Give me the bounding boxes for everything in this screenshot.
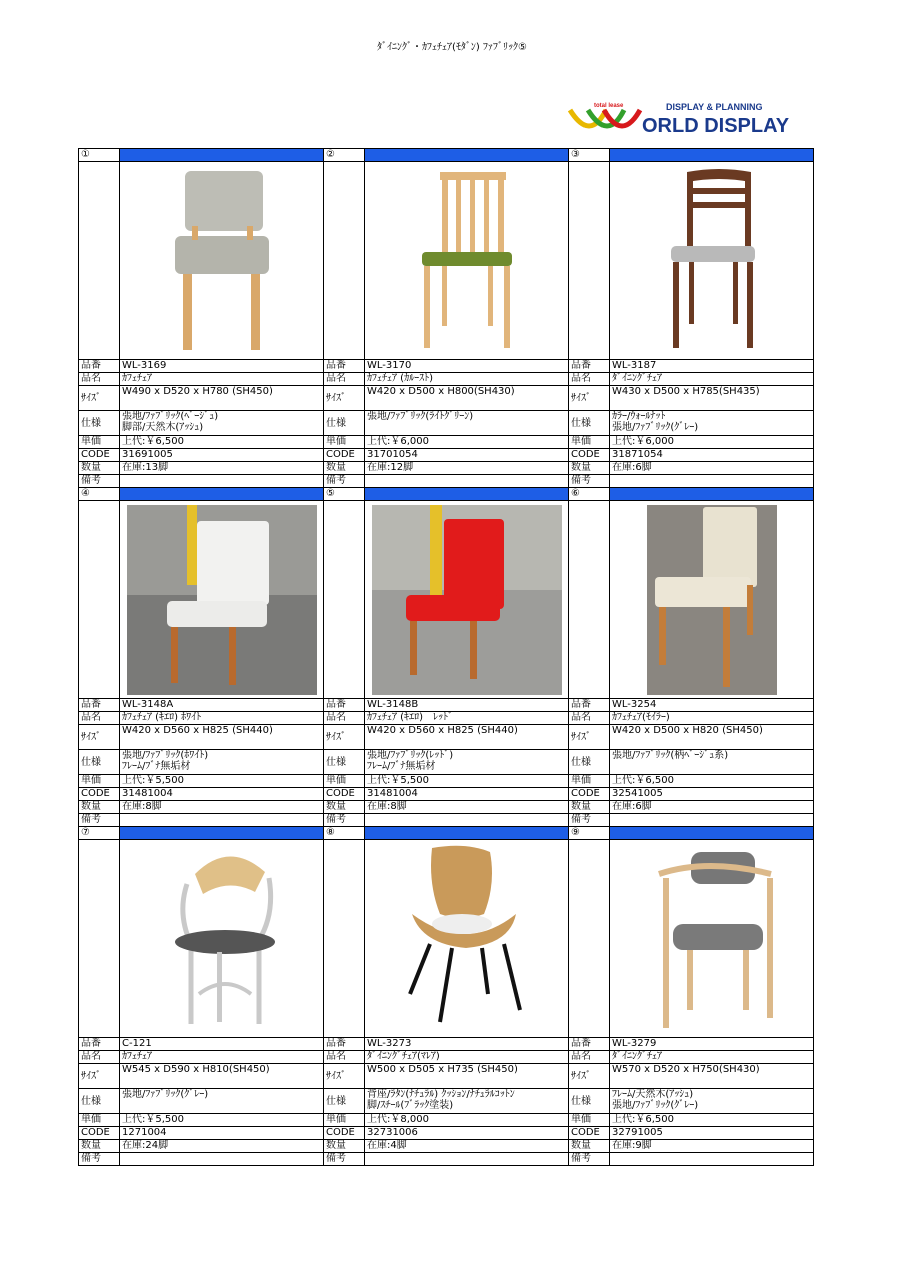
label-note: 備考 — [324, 814, 365, 827]
label-part: 品番 — [569, 360, 610, 373]
image-spacer — [569, 162, 610, 360]
price-value: 上代:￥5,500 — [120, 775, 324, 788]
label-price: 単価 — [79, 1114, 120, 1127]
code-value: 31871054 — [610, 449, 814, 462]
spec-line-1: 張地/ﾌｧﾌﾞﾘｯｸ(柄ﾍﾞｰｼﾞｭ系) — [612, 750, 729, 761]
qty-value: 在庫:24脚 — [120, 1140, 324, 1153]
logo-small-text: total lease — [594, 103, 624, 109]
spec-line-1: 背座/ﾗﾀﾝ(ﾅﾁｭﾗﾙ) ｸｯｼｮﾝ/ﾅﾁｭﾗﾙｺｯﾄﾝ — [367, 1089, 515, 1100]
qty-value: 在庫:9脚 — [610, 1140, 814, 1153]
spec-value — [610, 750, 814, 775]
label-name: 品名 — [79, 712, 120, 725]
product-name: ﾀﾞｲﾆﾝｸﾞﾁｪｱ(ﾏﾚｱ) — [365, 1051, 569, 1064]
header-bar — [610, 488, 814, 501]
label-part: 品番 — [324, 360, 365, 373]
part-number: WL-3170 — [365, 360, 569, 373]
label-name: 品名 — [324, 1051, 365, 1064]
note-value — [120, 1153, 324, 1166]
label-price: 単価 — [324, 1114, 365, 1127]
product-name: ﾀﾞｲﾆﾝｸﾞﾁｪｱ — [610, 1051, 814, 1064]
label-spec: 仕様 — [324, 1089, 365, 1114]
item-number: ① — [79, 149, 120, 162]
label-note: 備考 — [79, 814, 120, 827]
part-number: WL-3279 — [610, 1038, 814, 1051]
spec-value — [120, 1089, 324, 1114]
label-code: CODE — [324, 449, 365, 462]
label-code: CODE — [569, 788, 610, 801]
label-spec: 仕様 — [569, 750, 610, 775]
chair-photo — [610, 840, 814, 1038]
label-size: ｻｲｽﾞ — [324, 386, 365, 411]
header-bar — [120, 488, 324, 501]
label-size: ｻｲｽﾞ — [324, 1064, 365, 1089]
label-note: 備考 — [79, 1153, 120, 1166]
image-spacer — [324, 840, 365, 1038]
chair-photo — [365, 162, 569, 360]
chair-photo — [120, 162, 324, 360]
label-price: 単価 — [324, 436, 365, 449]
part-number: WL-3254 — [610, 699, 814, 712]
spec-line-2: ﾌﾚｰﾑ/ﾌﾞﾅ無垢材 — [367, 761, 436, 772]
product-name: ｶﾌｪﾁｪｱ — [120, 373, 324, 386]
qty-value: 在庫:13脚 — [120, 462, 324, 475]
label-spec: 仕様 — [79, 1089, 120, 1114]
label-code: CODE — [324, 1127, 365, 1140]
chair-photo — [365, 501, 569, 699]
size-value: W420 x D560 x H825 (SH440) — [120, 725, 324, 750]
header-bar — [610, 149, 814, 162]
header-bar — [365, 827, 569, 840]
size-value: W420 x D560 x H825 (SH440) — [365, 725, 569, 750]
product-name: ｶﾌｪﾁｪｱ (ｷｴﾛ) ﾚｯﾄﾞ — [365, 712, 569, 725]
label-note: 備考 — [324, 475, 365, 488]
price-value: 上代:￥6,500 — [610, 775, 814, 788]
part-number: C-121 — [120, 1038, 324, 1051]
code-value: 31701054 — [365, 449, 569, 462]
size-value: W490 x D520 x H780 (SH450) — [120, 386, 324, 411]
price-value: 上代:￥5,500 — [120, 1114, 324, 1127]
part-number: WL-3273 — [365, 1038, 569, 1051]
qty-value: 在庫:8脚 — [120, 801, 324, 814]
label-note: 備考 — [569, 814, 610, 827]
label-qty: 数量 — [79, 462, 120, 475]
page-title: ﾀﾞｲﾆﾝｸﾞ・ｶﾌｪﾁｪｱ(ﾓﾀﾞﾝ) ﾌｧﾌﾞﾘｯｸ⑤ — [377, 42, 527, 53]
note-value — [610, 475, 814, 488]
qty-value: 在庫:8脚 — [365, 801, 569, 814]
label-part: 品番 — [569, 699, 610, 712]
label-qty: 数量 — [324, 462, 365, 475]
label-spec: 仕様 — [324, 411, 365, 436]
code-value: 31481004 — [120, 788, 324, 801]
label-name: 品名 — [324, 712, 365, 725]
spec-line-1: ﾌﾚｰﾑ/天然木(ｱｯｼｭ) — [612, 1089, 694, 1100]
label-part: 品番 — [324, 699, 365, 712]
price-value: 上代:￥6,500 — [610, 1114, 814, 1127]
label-qty: 数量 — [569, 462, 610, 475]
label-price: 単価 — [79, 775, 120, 788]
spec-line-2: 張地/ﾌｧﾌﾞﾘｯｸ(ｸﾞﾚｰ) — [612, 1100, 699, 1111]
item-number: ⑨ — [569, 827, 610, 840]
label-size: ｻｲｽﾞ — [569, 1064, 610, 1089]
header-bar — [365, 149, 569, 162]
note-value — [365, 814, 569, 827]
label-note: 備考 — [569, 475, 610, 488]
item-number: ⑦ — [79, 827, 120, 840]
spec-value — [610, 411, 814, 436]
label-size: ｻｲｽﾞ — [79, 1064, 120, 1089]
image-spacer — [569, 501, 610, 699]
label-price: 単価 — [79, 436, 120, 449]
label-spec: 仕様 — [79, 750, 120, 775]
label-part: 品番 — [324, 1038, 365, 1051]
label-part: 品番 — [79, 360, 120, 373]
label-part: 品番 — [79, 699, 120, 712]
size-value: W430 x D500 x H785(SH435) — [610, 386, 814, 411]
image-spacer — [324, 501, 365, 699]
image-spacer — [324, 162, 365, 360]
header-bar — [120, 827, 324, 840]
size-value: W545 x D590 x H810(SH450) — [120, 1064, 324, 1089]
note-value — [610, 814, 814, 827]
spec-line-1: ｶﾗｰ/ｳｫｰﾙﾅｯﾄ — [612, 411, 666, 422]
label-qty: 数量 — [324, 1140, 365, 1153]
qty-value: 在庫:4脚 — [365, 1140, 569, 1153]
note-value — [365, 475, 569, 488]
header-bar — [365, 488, 569, 501]
label-qty: 数量 — [569, 1140, 610, 1153]
item-number: ④ — [79, 488, 120, 501]
spec-value — [610, 1089, 814, 1114]
spec-line-2: 張地/ﾌｧﾌﾞﾘｯｸ(ｸﾞﾚｰ) — [612, 422, 699, 433]
image-spacer — [79, 162, 120, 360]
qty-value: 在庫:6脚 — [610, 462, 814, 475]
code-value: 32731006 — [365, 1127, 569, 1140]
qty-value: 在庫:6脚 — [610, 801, 814, 814]
spec-line-1: 張地/ﾌｧﾌﾞﾘｯｸ(ﾗｲﾄｸﾞﾘｰﾝ) — [367, 411, 474, 422]
image-spacer — [569, 840, 610, 1038]
image-spacer — [79, 840, 120, 1038]
label-part: 品番 — [569, 1038, 610, 1051]
label-price: 単価 — [569, 436, 610, 449]
world-display-logo — [566, 98, 806, 138]
label-code: CODE — [324, 788, 365, 801]
item-number: ② — [324, 149, 365, 162]
label-code: CODE — [569, 1127, 610, 1140]
logo-top-text: DISPLAY & PLANNING — [666, 102, 763, 112]
chair-photo — [120, 840, 324, 1038]
product-name: ｶﾌｪﾁｪｱ (ｷｴﾛ) ﾎﾜｲﾄ — [120, 712, 324, 725]
spec-line-1: 張地/ﾌｧﾌﾞﾘｯｸ(ﾎﾜｲﾄ) — [122, 750, 209, 761]
qty-value: 在庫:12脚 — [365, 462, 569, 475]
code-value: 32541005 — [610, 788, 814, 801]
label-code: CODE — [79, 788, 120, 801]
part-number: WL-3148B — [365, 699, 569, 712]
code-value: 1271004 — [120, 1127, 324, 1140]
code-value: 32791005 — [610, 1127, 814, 1140]
label-size: ｻｲｽﾞ — [79, 725, 120, 750]
logo-main-text: ORLD DISPLAY — [642, 115, 790, 137]
label-size: ｻｲｽﾞ — [324, 725, 365, 750]
label-spec: 仕様 — [79, 411, 120, 436]
image-spacer — [79, 501, 120, 699]
label-qty: 数量 — [79, 801, 120, 814]
header-bar — [120, 149, 324, 162]
spec-line-2: 脚部/天然木(ｱｯｼｭ) — [122, 422, 204, 433]
price-value: 上代:￥8,000 — [365, 1114, 569, 1127]
item-number: ⑥ — [569, 488, 610, 501]
code-value: 31691005 — [120, 449, 324, 462]
label-note: 備考 — [324, 1153, 365, 1166]
chair-photo — [610, 501, 814, 699]
label-name: 品名 — [569, 1051, 610, 1064]
label-code: CODE — [569, 449, 610, 462]
spec-line-2: ﾌﾚｰﾑ/ﾌﾞﾅ無垢材 — [122, 761, 191, 772]
chair-photo — [365, 840, 569, 1038]
spec-line-1: 張地/ﾌｧﾌﾞﾘｯｸ(ﾚｯﾄﾞ) — [367, 750, 454, 761]
label-code: CODE — [79, 1127, 120, 1140]
note-value — [365, 1153, 569, 1166]
product-name: ｶﾌｪﾁｪｱ (ｶﾙｰｽﾄ) — [365, 373, 569, 386]
note-value — [610, 1153, 814, 1166]
part-number: WL-3169 — [120, 360, 324, 373]
spec-line-1: 張地/ﾌｧﾌﾞﾘｯｸ(ﾍﾞｰｼﾞｭ) — [122, 411, 219, 422]
label-part: 品番 — [79, 1038, 120, 1051]
item-number: ③ — [569, 149, 610, 162]
label-name: 品名 — [569, 712, 610, 725]
label-name: 品名 — [324, 373, 365, 386]
spec-line-1: 張地/ﾌｧﾌﾞﾘｯｸ(ｸﾞﾚｰ) — [122, 1089, 209, 1100]
label-size: ｻｲｽﾞ — [569, 725, 610, 750]
part-number: WL-3148A — [120, 699, 324, 712]
chair-photo — [120, 501, 324, 699]
size-value: W500 x D505 x H735 (SH450) — [365, 1064, 569, 1089]
label-price: 単価 — [569, 1114, 610, 1127]
spec-line-2: 脚/ｽﾁｰﾙ(ﾌﾞﾗｯｸ塗装) — [367, 1100, 454, 1111]
header-bar — [610, 827, 814, 840]
note-value — [120, 475, 324, 488]
label-spec: 仕様 — [324, 750, 365, 775]
label-name: 品名 — [79, 373, 120, 386]
spec-value — [120, 750, 324, 775]
label-code: CODE — [79, 449, 120, 462]
label-spec: 仕様 — [569, 411, 610, 436]
label-qty: 数量 — [79, 1140, 120, 1153]
product-name: ｶﾌｪﾁｪｱ(ﾓｲﾗｰ) — [610, 712, 814, 725]
item-number: ⑧ — [324, 827, 365, 840]
label-note: 備考 — [79, 475, 120, 488]
spec-value — [120, 411, 324, 436]
spec-value — [365, 750, 569, 775]
price-value: 上代:￥6,500 — [120, 436, 324, 449]
part-number: WL-3187 — [610, 360, 814, 373]
label-note: 備考 — [569, 1153, 610, 1166]
size-value: W420 x D500 x H800(SH430) — [365, 386, 569, 411]
code-value: 31481004 — [365, 788, 569, 801]
price-value: 上代:￥5,500 — [365, 775, 569, 788]
label-qty: 数量 — [324, 801, 365, 814]
price-value: 上代:￥6,000 — [610, 436, 814, 449]
product-table — [78, 148, 814, 1166]
product-name: ﾀﾞｲﾆﾝｸﾞﾁｪｱ — [610, 373, 814, 386]
label-name: 品名 — [79, 1051, 120, 1064]
label-size: ｻｲｽﾞ — [79, 386, 120, 411]
spec-value — [365, 1089, 569, 1114]
price-value: 上代:￥6,000 — [365, 436, 569, 449]
size-value: W570 x D520 x H750(SH430) — [610, 1064, 814, 1089]
spec-value — [365, 411, 569, 436]
size-value: W420 x D500 x H820 (SH450) — [610, 725, 814, 750]
product-name: ｶﾌｪﾁｪｱ — [120, 1051, 324, 1064]
label-qty: 数量 — [569, 801, 610, 814]
label-name: 品名 — [569, 373, 610, 386]
label-price: 単価 — [569, 775, 610, 788]
label-size: ｻｲｽﾞ — [569, 386, 610, 411]
chair-photo — [610, 162, 814, 360]
label-price: 単価 — [324, 775, 365, 788]
label-spec: 仕様 — [569, 1089, 610, 1114]
note-value — [120, 814, 324, 827]
item-number: ⑤ — [324, 488, 365, 501]
